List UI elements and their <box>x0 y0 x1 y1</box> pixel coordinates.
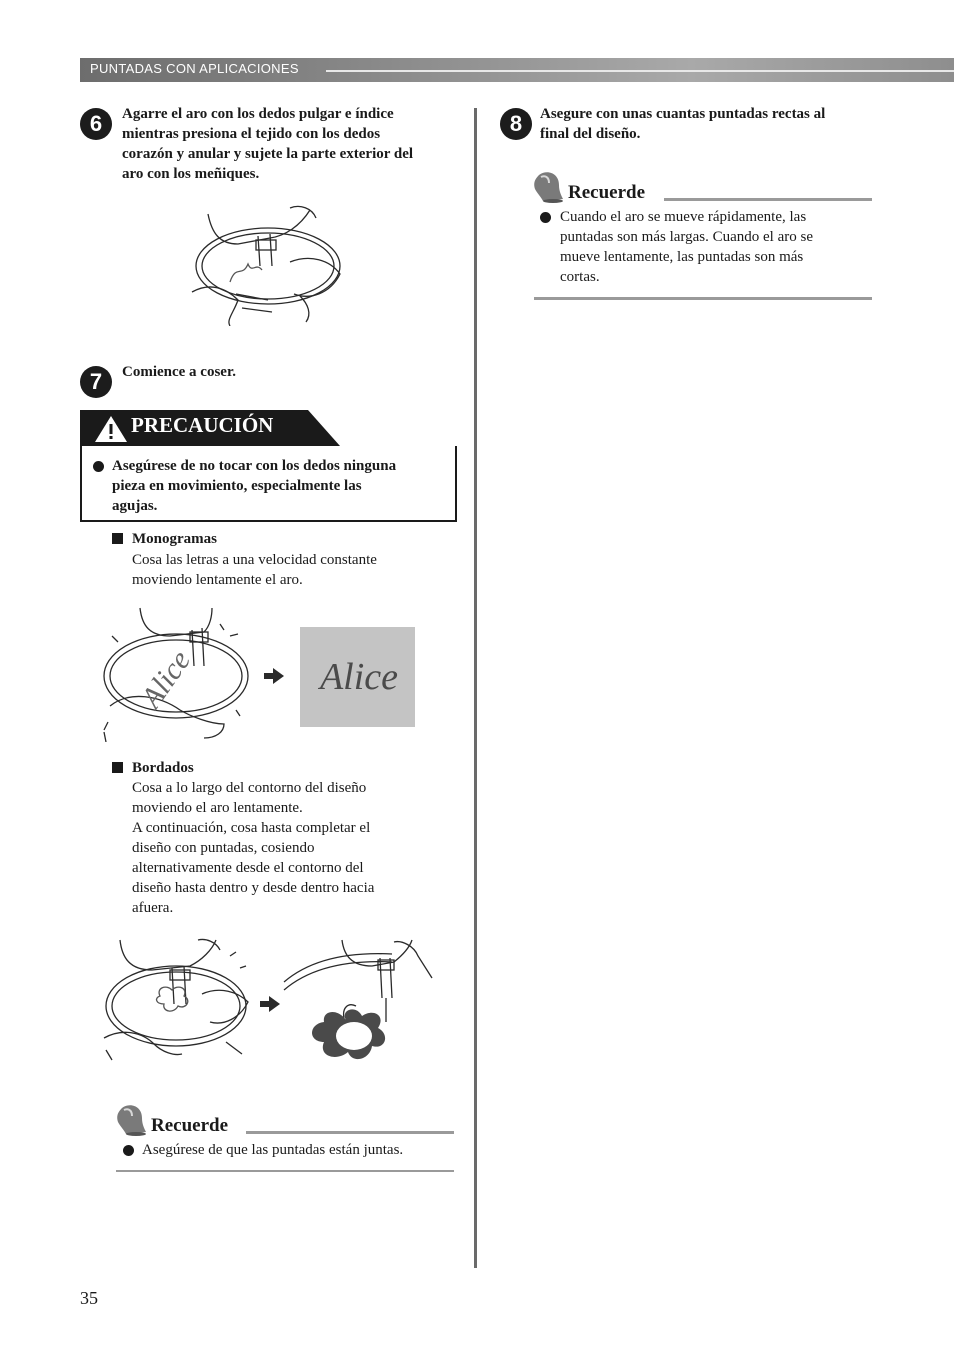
step-7-text: Comience a coser. <box>122 364 236 380</box>
page-number: 35 <box>80 1288 98 1308</box>
monogram-stitched-text: Alice <box>134 644 198 715</box>
column-divider <box>474 108 477 1268</box>
bordados-line: alternativamente desde el contorno del <box>132 860 364 876</box>
bordados-line: afuera. <box>132 900 174 916</box>
step-8-number: 8 <box>500 108 532 140</box>
recuerde-line: Cuando el aro se mueve rápidamente, las <box>560 209 807 225</box>
recuerde-text-right <box>560 207 880 287</box>
caution-bullet <box>93 461 104 472</box>
recuerde-rule-bottom <box>116 1170 454 1172</box>
recuerde-rule-bottom <box>534 297 872 300</box>
recuerde-title-left: Recuerde <box>151 1115 229 1136</box>
step-6-line: mientras presiona el tejido con los dedos <box>122 126 381 142</box>
monogram-sample-text: Alice <box>319 656 399 698</box>
monogramas-text <box>132 550 452 590</box>
step-8-line: Asegure con unas cuantas puntadas rectas al <box>540 106 826 122</box>
bell-icon <box>116 1104 146 1136</box>
bordados-line: diseño hasta dentro y desde dentro hacia <box>132 880 375 896</box>
step-6-number: 6 <box>80 108 112 140</box>
bordados-line: Cosa a lo largo del contorno del diseño <box>132 780 367 796</box>
embroidered-flower-illustration <box>282 938 436 1066</box>
bordados-line: moviendo el aro lentamente. <box>132 800 303 816</box>
monogramas-bullet <box>112 533 123 544</box>
bordados-text <box>132 778 462 918</box>
hoop-hands-illustration <box>190 204 345 326</box>
monogram-hoop-illustration <box>100 606 252 742</box>
monogram-sample <box>300 627 415 727</box>
bordados-heading: Bordados <box>132 760 194 776</box>
arrow-right-icon <box>260 996 280 1012</box>
step-7-number: 7 <box>80 366 112 398</box>
step-6-line: aro con los meñiques. <box>122 166 260 182</box>
section-title: PUNTADAS CON APLICACIONES <box>90 61 299 76</box>
recuerde-rule-top <box>664 198 872 201</box>
recuerde-bullet <box>123 1145 134 1156</box>
step-6-line: corazón y anular y sujete la parte exterior del <box>122 146 414 162</box>
bell-icon <box>533 171 563 203</box>
monogramas-heading: Monogramas <box>132 531 217 547</box>
step-8-text <box>540 104 880 144</box>
caution-line: agujas. <box>112 498 158 514</box>
recuerde-line: mueve lentamente, las puntadas son más <box>560 249 804 265</box>
header-line <box>326 70 954 72</box>
flower-center <box>336 1022 372 1050</box>
step-6-line: Agarre el aro con los dedos pulgar e índice <box>122 106 394 122</box>
recuerde-line: puntadas son más largas. Cuando el aro se <box>560 229 814 245</box>
bordados-line: diseño con puntadas, cosiendo <box>132 840 315 856</box>
recuerde-title-right: Recuerde <box>568 182 646 203</box>
caution-line: pieza en movimiento, especialmente las <box>112 478 362 494</box>
bordados-bullet <box>112 762 123 773</box>
caution-text <box>112 456 450 516</box>
embroidery-hoop-illustration <box>102 938 250 1062</box>
bordados-line: A continuación, cosa hasta completar el <box>132 820 371 836</box>
recuerde-line: cortas. <box>560 269 600 285</box>
step-6-text <box>122 104 462 184</box>
monogramas-line: Cosa las letras a una velocidad constante <box>132 552 377 568</box>
arrow-right-icon <box>264 668 284 684</box>
step-8-line: final del diseño. <box>540 126 641 142</box>
monogramas-line: moviendo lentamente el aro. <box>132 572 303 588</box>
recuerde-text-left: Asegúrese de que las puntadas están juntas. <box>142 1142 404 1158</box>
caution-line: Asegúrese de no tocar con los dedos ninguna <box>112 458 397 474</box>
caution-title: PRECAUCIÓN <box>131 413 274 437</box>
recuerde-rule-top <box>246 1131 454 1134</box>
recuerde-bullet <box>540 212 551 223</box>
